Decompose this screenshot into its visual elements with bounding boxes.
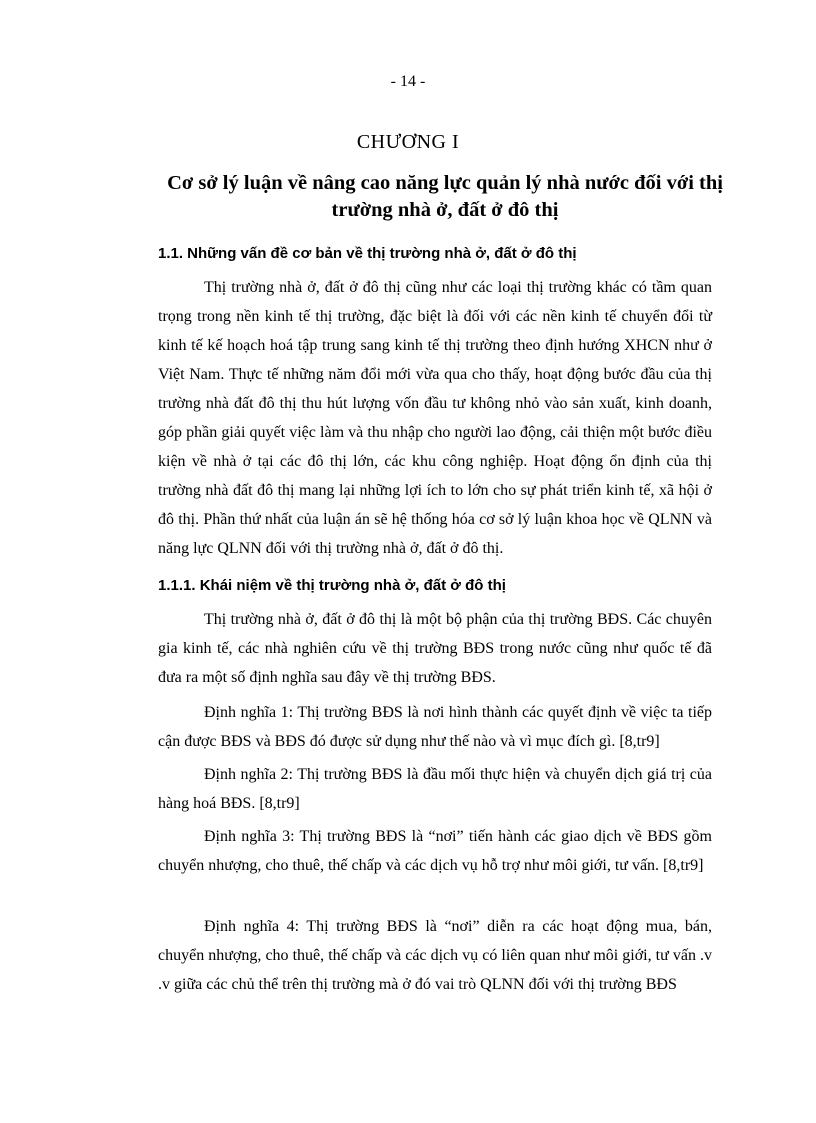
- definition-2: Định nghĩa 2: Thị trường BĐS là đầu mối thực hiện và chuyển dịch giá trị của hàng hoá BĐS. [8,tr9]: [158, 766, 712, 812]
- section-heading-1-1: 1.1. Những vấn đề cơ bản về thị trường nhà ở, đất ở đô thị: [158, 245, 577, 262]
- definition-4: Định nghĩa 4: Thị trường BĐS là “nơi” diễn ra các hoạt động mua, bán, chuyển nhượng, cho thuê, thế chấp và các dịch vụ có liên quan như môi giới, tư vấn .v .v giữa các chủ thể trên thị trường mà ở đó vai trò QLNN đối với thị trường BĐS: [158, 918, 712, 993]
- section-heading-1-1-1: 1.1.1. Khái niệm về thị trường nhà ở, đất ở đô thị: [158, 577, 506, 594]
- definition-3: Định nghĩa 3: Thị trường BĐS là “nơi” tiến hành các giao dịch về BĐS gồm chuyển nhượng, cho thuê, thế chấp và các dịch vụ hỗ trợ như môi giới, tư vấn. [8,tr9]: [158, 828, 712, 874]
- page-number: - 14 -: [390, 73, 426, 90]
- chapter-title: CHƯƠNG I: [356, 131, 460, 153]
- paragraph-market-definition: Thị trường nhà ở, đất ở đô thị là một bộ phận của thị trường BĐS. Các chuyên gia kinh tế, các nhà nghiên cứu về thị trường BĐS trong nước cũng như quốc tế đã đưa ra một số định nghĩa sau đây về thị trường BĐS.: [158, 611, 712, 686]
- document-title: Cơ sở lý luận về nâng cao năng lực quản lý nhà nước đối với thị trường nhà ở, đất ở đô thị: [167, 172, 723, 221]
- definition-1: Định nghĩa 1: Thị trường BĐS là nơi hình thành các quyết định về việc ta tiếp cận được BĐS và BĐS đó được sử dụng như thế nào và vì mục đích gì. [8,tr9]: [158, 704, 712, 750]
- paragraph-intro: Thị trường nhà ở, đất ở đô thị cũng như các loại thị trường khác có tầm quan trọng trong nền kinh tế thị trường, đặc biệt là đối với các nền kinh tế chuyển đổi từ kinh tế kế hoạch hoá tập trung sang kinh tế thị trường theo định hướng XHCN như ở Việt Nam. Thực tế những năm đổi mới vừa qua cho thấy, hoạt động bước đầu của thị trường nhà đất đô thị thu hút lượng vốn đầu tư không nhỏ vào sản xuất, kinh doanh, góp phần giải quyết việc làm và thu nhập cho người lao động, cải thiện một bước điều kiện về nhà ở tại các đô thị lớn, các khu công nghiệp. Hoạt động ổn định của thị trường nhà đất đô thị mang lại những lợi ích to lớn cho sự phát triển kinh tế, xã hội ở đô thị. Phần thứ nhất của luận án sẽ hệ thống hóa cơ sở lý luận khoa học về QLNN và năng lực QLNN đối với thị trường nhà ở, đất ở đô thị.: [158, 279, 712, 557]
